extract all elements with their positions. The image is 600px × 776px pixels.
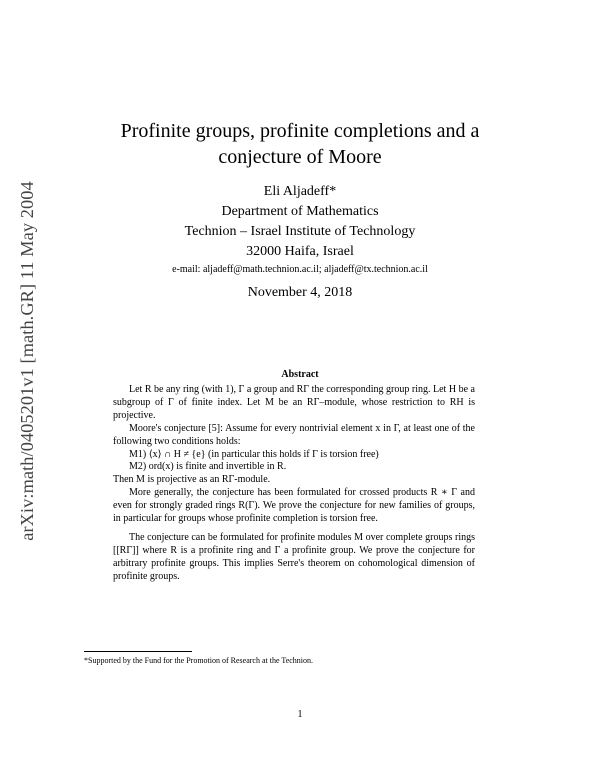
abstract-paragraph: Moore's conjecture [5]: Assume for every nontrivial element x in Γ, at least one of the following two conditions holds: xyxy=(113,422,475,447)
author-block xyxy=(100,182,500,277)
abstract-paragraph: The conjecture can be formulated for profinite modules M over complete groups rings [[RΓ]] where R is a profinite ring and Γ a profinite group. We prove the conjecture for arbitrary profinite groups. This implies Serre's theorem on cohomological dimension of profinite groups. xyxy=(113,531,475,582)
title-line-2: conjecture of Moore xyxy=(218,146,382,168)
condition-m2: M2) ord(x) is finite and invertible in R. xyxy=(129,461,287,473)
title-line-1: Profinite groups, profinite completions and a xyxy=(120,120,480,142)
footnote-rule xyxy=(84,651,192,652)
condition-m1: M1) ⟨x⟩ ∩ H ≠ {e} (in particular this holds if Γ is torsion free) xyxy=(129,448,379,460)
abstract-heading: Abstract xyxy=(281,369,319,380)
author-name: Eli Aljadeff* xyxy=(263,184,337,199)
abstract-paragraph: More generally, the conjecture has been formulated for crossed products R ∗ Γ and even for strongly graded rings R(Γ). We prove the conjecture for new families of groups, in particular for groups whose profinite completion is torsion free. xyxy=(113,487,475,525)
arxiv-identifier: arXiv:math/0405201v1 [math.GR] 11 May 2004 xyxy=(17,181,37,541)
abstract-paragraph: Let R be any ring (with 1), Γ a group and RΓ the corresponding group ring. Let H be a subgroup of Γ of finite index. Let M be an RΓ–module, whose restriction to RH is projective. xyxy=(113,384,475,421)
page-number: 1 xyxy=(297,709,303,720)
paper-date: November 4, 2018 xyxy=(247,285,353,300)
abstract-paragraph: Then M is projective as an RΓ-module. xyxy=(113,474,271,486)
arxiv-sidebar xyxy=(10,152,44,570)
email-line: e-mail: aljadeff@math.technion.ac.il; aljadeff@tx.technion.ac.il xyxy=(172,264,428,275)
paper-title xyxy=(95,118,505,170)
department: Department of Mathematics xyxy=(221,204,379,219)
city: 32000 Haifa, Israel xyxy=(246,244,354,259)
abstract-body xyxy=(113,384,475,584)
footnote: *Supported by the Fund for the Promotion of Research at the Technion. xyxy=(84,656,314,665)
institute: Technion – Israel Institute of Technology xyxy=(184,224,416,239)
